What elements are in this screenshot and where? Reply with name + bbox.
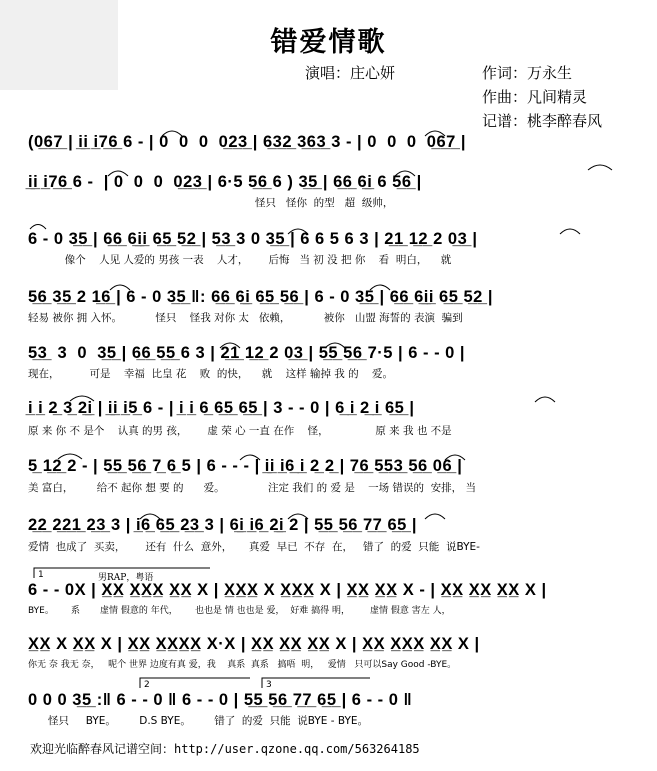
composer-credit: 作曲：凡间精灵 — [482, 88, 588, 106]
notation-row-11: 0 0 0 3̲5̲ :‖ 6 - - 0 ‖ 6 - - 0 | 5̲5̲ 5̲6̲ 7̲7̲ 6̲5̲ | 6 - - 0 ‖ — [28, 691, 413, 709]
lyrics-row-3: 像个 人见 人爱的 男孩 一表 人才， 后悔 当 初 没 把 你 看 明白， 就 — [28, 254, 452, 266]
notation-row-3: 6 - 0 3̲5̲ | 6̲6̲ 6̲i̲i̲ 6̲5̲ 5̲2̲ | 5̲3̲ 3 0 3̲5̲ | 6 6 5 6 3 | 2̲1̲ 1̲2̲ 2 0̲3̲ | — [28, 230, 478, 248]
notation-row-9: 6 - - 0X | X̲X̲ X̲X̲X̲ X̲X̲ X | X̲X̲X̲ X X̲X̲X̲ X | X̲X̲ X̲X̲ X - | X̲X̲ X̲X̲ X̲X̲ X | — [28, 581, 547, 599]
lyricist-credit: 作词：万永生 — [482, 64, 573, 82]
lyrics-row-9: BYE。 系 虚情 假意的 年代， 也也是 情 也也是 爱， 好难 搞得 明， 虚情 假意 害左 人， — [28, 606, 451, 616]
notation-row-6: i̲ i̲ 2̲ 3̲ 2̲i̲ | i̲i̲ i̲5̲ 6 - | i̲ i̲ 6̲ 6̲5̲ 6̲5̲ | 3 - - 0 | 6̲ i̲ 2̲ i̲ 6̲5̲ | — [28, 399, 415, 417]
notation-row-4: 5̲6̲ 3̲5̲ 2 1̲6̲ | 6 - 0 3̲5̲ ‖: 6̲6̲ 6̲i̲ 6̲5̲ 5̲6̲ | 6 - 0 3̲5̲ | 6̲6̲ 6̲i̲i̲ 6̲5̲ 5̲2̲ | — [28, 288, 494, 306]
volta-bracket-2 — [140, 678, 250, 688]
notation-row-10: X̲X̲ X X̲X̲ X | X̲X̲ X̲X̲X̲X̲ X·X | X̲X̲ X̲X̲ X̲X̲ X | X̲X̲ X̲X̲X̲ X̲X̲ X | — [28, 635, 480, 653]
singer-credit: 演唱：庄心妍 — [305, 64, 396, 82]
lyrics-row-4: 轻易 被你 拥 入怀。 怪只 怪我 对你 太 依赖， 被你 山盟 海誓的 表演 骗到 — [28, 312, 463, 324]
lyrics-row-8: 爱情 也成了 买卖， 还有 什么 意外， 真爱 早已 不存 在， 错了 的爱 只能 说BYE- — [28, 541, 480, 553]
notation-row-7: 5̲ 1̲2̲ 2 - | 5̲5̲ 5̲6̲ 7̲ 6̲ 5 | 6 - - - | i̲i̲ i̲6̲ i̲ 2̲ 2̲ | 7̲6̲ 5̲5̲3̲ 5̲6̲ 0̲6̲ | — [28, 457, 463, 475]
lyrics-row-11: 怪只 BYE。 D.S BYE。 错了 的爱 只能 说BYE - BYE。 — [28, 715, 369, 727]
notation-row-1: (0̲6̲7̲ | i̲i̲ i̲7̲6̲ 6 - | 0 0 0 0̲2̲3̲ | 6̲3̲2̲ 3̲6̲3̲ 3 - | 0 0 0 0̲6̲7̲ | — [28, 133, 467, 151]
volta-number-2: 2 — [144, 680, 150, 690]
rap-note: 男RAP，粤语 — [98, 573, 154, 583]
notation-row-8: 2̲2̲ 2̲2̲1̲ 2̲3̲ 3 | i̲6̲ 6̲5̲ 2̲3̲ 3 | 6̲i̲ i̲6̲ 2̲i̲ 2 | 5̲5̲ 5̲6̲ 7̲7̲ 6̲5̲ | — [28, 516, 417, 534]
notation-row-5: 5̲3̲ 3 0 3̲5̲ | 6̲6̲ 5̲5̲ 6 3 | 2̲1̲ 1̲2̲ 2 0̲3̲ | 5̲5̲ 5̲6̲ 7·5 | 6 - - 0 | — [28, 344, 466, 362]
song-title: 错爱情歌 — [270, 27, 387, 58]
volta-bracket-3 — [262, 678, 370, 688]
slur-arc — [588, 165, 612, 170]
notation-row-2: i̲i̲ i̲7̲6̲ 6 - | 0 0 0 0̲2̲3̲ | 6·5 5̲6̲ 6 ) 3̲5̲ | 6̲6̲ 6̲i̲ 6 5̲6̲ | — [28, 173, 422, 191]
volta-number-1: 1 — [38, 570, 44, 580]
lyrics-row-2: 怪只 怪你 的型 超 级帅， — [28, 197, 394, 209]
lyrics-row-10: 你无 奈 我无 奈， 呢个 世界 边度有真 爱，我 真系 真系 搞唔 明， 爱情 只可以Say Good -BYE。 — [28, 660, 457, 670]
volta-number-3: 3 — [266, 680, 272, 690]
transcriber-credit: 记谱：桃李醉春风 — [482, 112, 603, 130]
footer-link-text: 欢迎光临醉春风记谱空间：http://user.qzone.qq.com/563264185 — [30, 742, 420, 756]
lyrics-row-5: 现在， 可是 幸福 比皇 花 败 的快， 就 这样 输掉 我 的 爱。 — [28, 368, 393, 380]
lyrics-row-6: 原 来 你 不 是个 认真 的男 孩， 虚 荣 心 一直 在作 怪， 原 来 我 也 不是 — [28, 425, 452, 437]
lyrics-row-7: 美 富白， 给不 起你 想 要 的 爱。 注定 我们 的 爱 是 一场 错误的 安排， 当 — [28, 482, 477, 494]
